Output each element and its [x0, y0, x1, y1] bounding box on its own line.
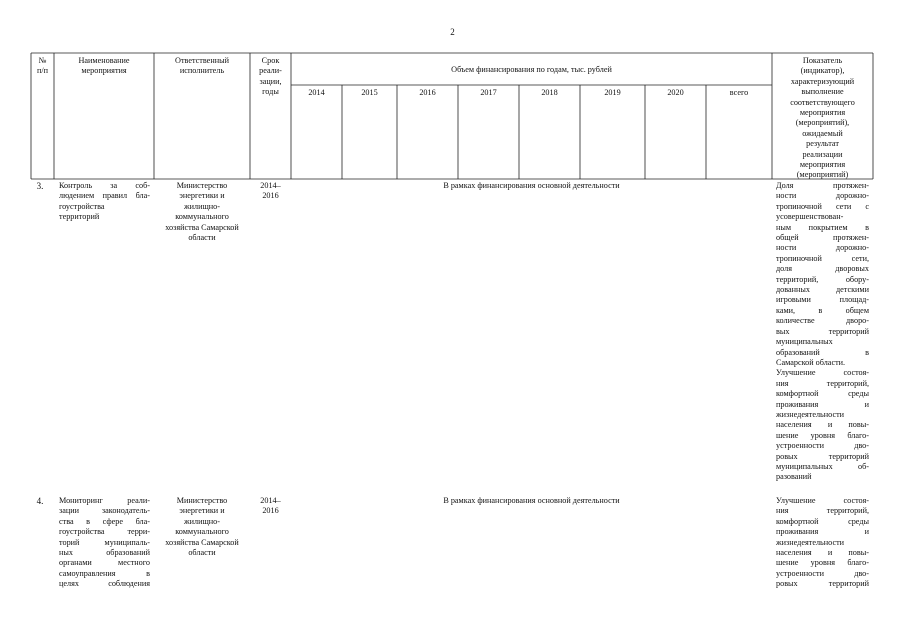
- header-indicator: Показатель (индикатор), характеризующий выполнение соответствующего мероприятия (мероприятий), ожидаемый результат реализации мероприятия (мероприятий): [790, 56, 855, 180]
- header-year-2020: 2020: [667, 88, 684, 97]
- row-3-financing: В рамках финансирования основной деятельности: [443, 181, 620, 190]
- row-4-indicator: Улучшение состоя- ния территорий, комфортной среды проживания и жизнедеятельности населения и повы- шение уровня благо- устроенности дво- ровых территорий: [776, 496, 869, 589]
- row-4-term: 2014– 2016: [260, 496, 281, 516]
- header-year-2014: 2014: [308, 88, 325, 97]
- header-num: № п/п: [36, 56, 49, 76]
- row-3-term: 2014– 2016: [260, 181, 281, 201]
- row-4-name: Мониторинг реали- зации законодатель- ства в сфере бла- гоустройства терри- торий муниципаль- ных образований органами местного самоуправления в целях соблюдения: [59, 496, 150, 589]
- header-year-2017: 2017: [480, 88, 497, 97]
- row-4-responsible: Министерство энергетики и жилищно- коммунального хозяйства Самарской области: [165, 496, 239, 558]
- header-responsible: Ответственный исполнитель: [175, 56, 229, 76]
- page-number: 2: [450, 27, 455, 37]
- header-year-2019: 2019: [604, 88, 621, 97]
- header-financing: Объем финансирования по годам, тыс. рублей: [451, 65, 612, 74]
- row-3-responsible: Министерство энергетики и жилищно- коммунального хозяйства Самарской области: [165, 181, 239, 243]
- row-4-num: 4.: [36, 496, 44, 506]
- row-4-financing: В рамках финансирования основной деятельности: [443, 496, 620, 505]
- row-3-num: 3.: [36, 181, 44, 191]
- header-term: Срок реали- зации, годы: [259, 56, 282, 97]
- header-year-2016: 2016: [419, 88, 436, 97]
- header-name: Наименование мероприятия: [78, 56, 130, 76]
- header-year-2018: 2018: [541, 88, 558, 97]
- row-3-name: Контроль за соб- людением правил бла- гоустройства территорий: [59, 181, 150, 222]
- header-total: всего: [729, 88, 749, 97]
- header-year-2015: 2015: [361, 88, 378, 97]
- row-3-indicator: Доля протяжен- ности дорожно- тропиночной сети с усовершенствован- ным покрытием в общей протяжен- ности дорожно- тропиночной сети, доля дворовых территорий, обору- дованных детскими игровыми площад- ками, в общем количестве дворо- вых территорий муниципальных образований в Самарской области. Улучшение состоя- ния территорий, комфортной среды проживания и жизнедеятельности населения и повы- шение уровня благо- устроенности дво- ровых территорий муниципальных об- разований: [776, 181, 869, 482]
